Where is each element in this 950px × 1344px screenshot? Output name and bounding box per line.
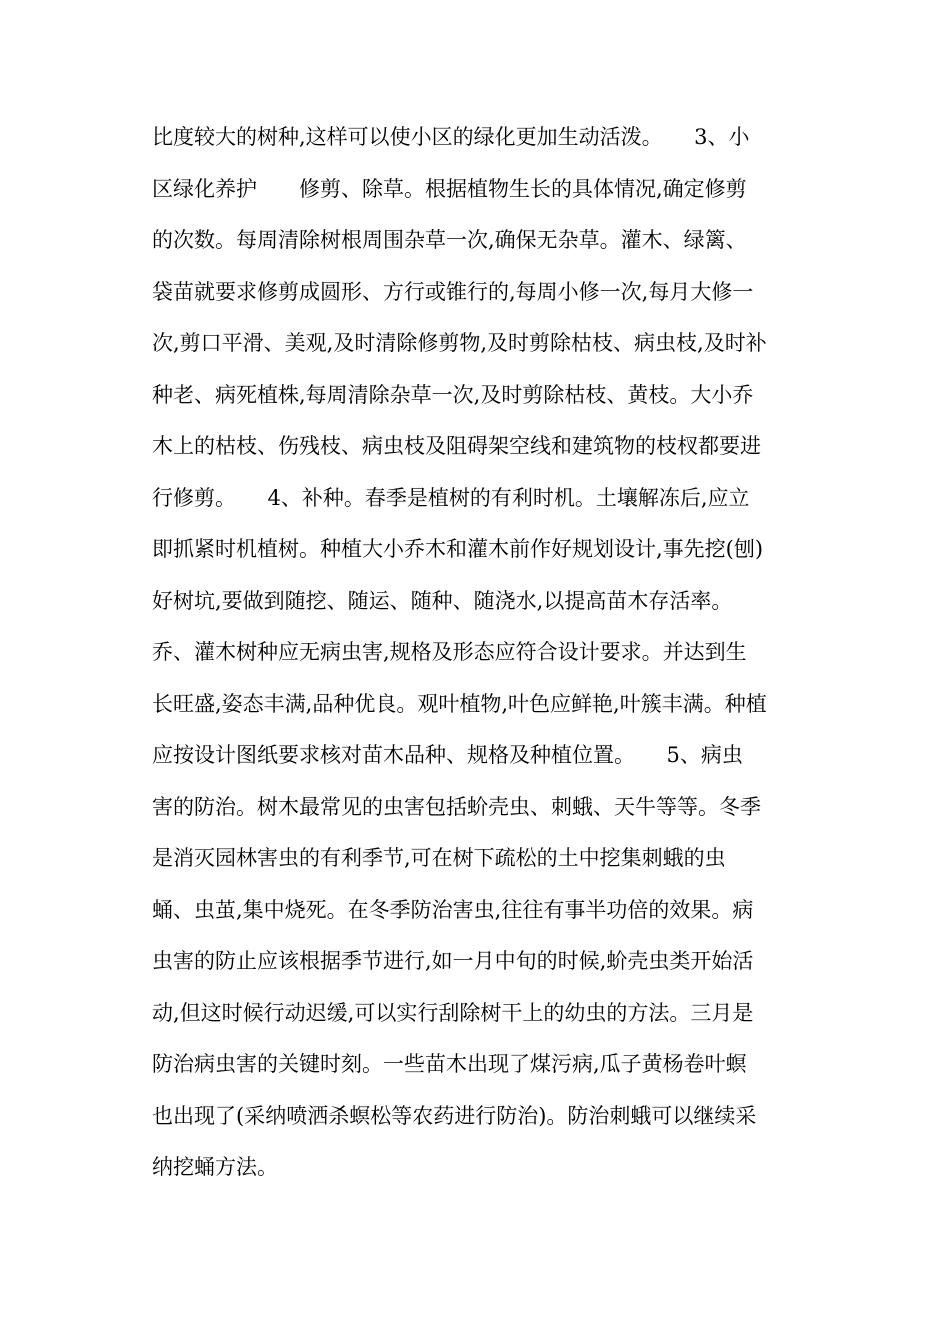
text-line: 动,但这时候行动迟缓,可以实行刮除树干上的幼虫的方法。三月是 — [152, 1000, 754, 1025]
text-line: 应按设计图纸要求核对苗木品种、规格及种植位置。 5、病虫 — [152, 743, 743, 767]
text-line: 的次数。每周清除树根周围杂草一次,确保无杂草。灌木、绿篱、 — [152, 228, 747, 252]
text-line: 种老、病死植株,每周清除杂草一次,及时剪除枯枝、黄枝。大小乔 — [152, 382, 754, 407]
text-line: 蛹、虫茧,集中烧死。在冬季防治害虫,往往有事半功倍的效果。病 — [152, 897, 754, 922]
text-line: 袋苗就要求修剪成圆形、方行或锥行的,每周小修一次,每月大修一 — [152, 279, 754, 304]
text-line: 木上的枯枝、伤残枝、病虫枝及阻碍架空线和建筑物的枝杈都要进 — [152, 434, 761, 458]
text-line: 比度较大的树种,这样可以使小区的绿化更加生动活泼。 3、小 — [152, 125, 750, 149]
text-line: 是消灭园林害虫的有利季节,可在树下疏松的土中挖集刺蛾的虫 — [152, 846, 726, 870]
text-line: 纳挖蛹方法。 — [152, 1155, 278, 1179]
text-line: 次,剪口平滑、美观,及时清除修剪物,及时剪除枯枝、病虫枝,及时补 — [152, 331, 767, 355]
text-line: 害的防治。树木最常见的虫害包括蚧壳虫、刺蛾、天牛等等。冬季 — [152, 794, 761, 819]
text-line: 也出现了(采纳喷洒杀螟松等农药进行防治)。防治刺蛾可以继续采 — [152, 1103, 757, 1128]
text-line: 行修剪。 4、补种。春季是植树的有利时机。土壤解冻后,应立 — [152, 485, 750, 510]
text-line: 长旺盛,姿态丰满,品种优良。观叶植物,叶色应鲜艳,叶簇丰满。种植 — [152, 691, 767, 716]
text-line: 防治病虫害的关键时刻。一些苗木出现了煤污病,瓜子黄杨卷叶螟 — [152, 1052, 747, 1076]
text-line: 好树坑,要做到随挖、随运、随种、随浇水,以提高苗木存活率。 — [152, 588, 733, 613]
body-text — [152, 119, 812, 1201]
text-line: 虫害的防止应该根据季节进行,如一月中旬的时候,蚧壳虫类开始活 — [152, 949, 754, 973]
text-line: 区绿化养护 修剪、除草。根据植物生长的具体情况,确定修剪 — [152, 176, 747, 201]
text-line: 乔、灌木树种应无病虫害,规格及形态应符合设计要求。并达到生 — [152, 640, 747, 664]
text-line: 即抓紧时机植树。种植大小乔木和灌木前作好规划设计,事先挖(刨) — [152, 537, 764, 561]
